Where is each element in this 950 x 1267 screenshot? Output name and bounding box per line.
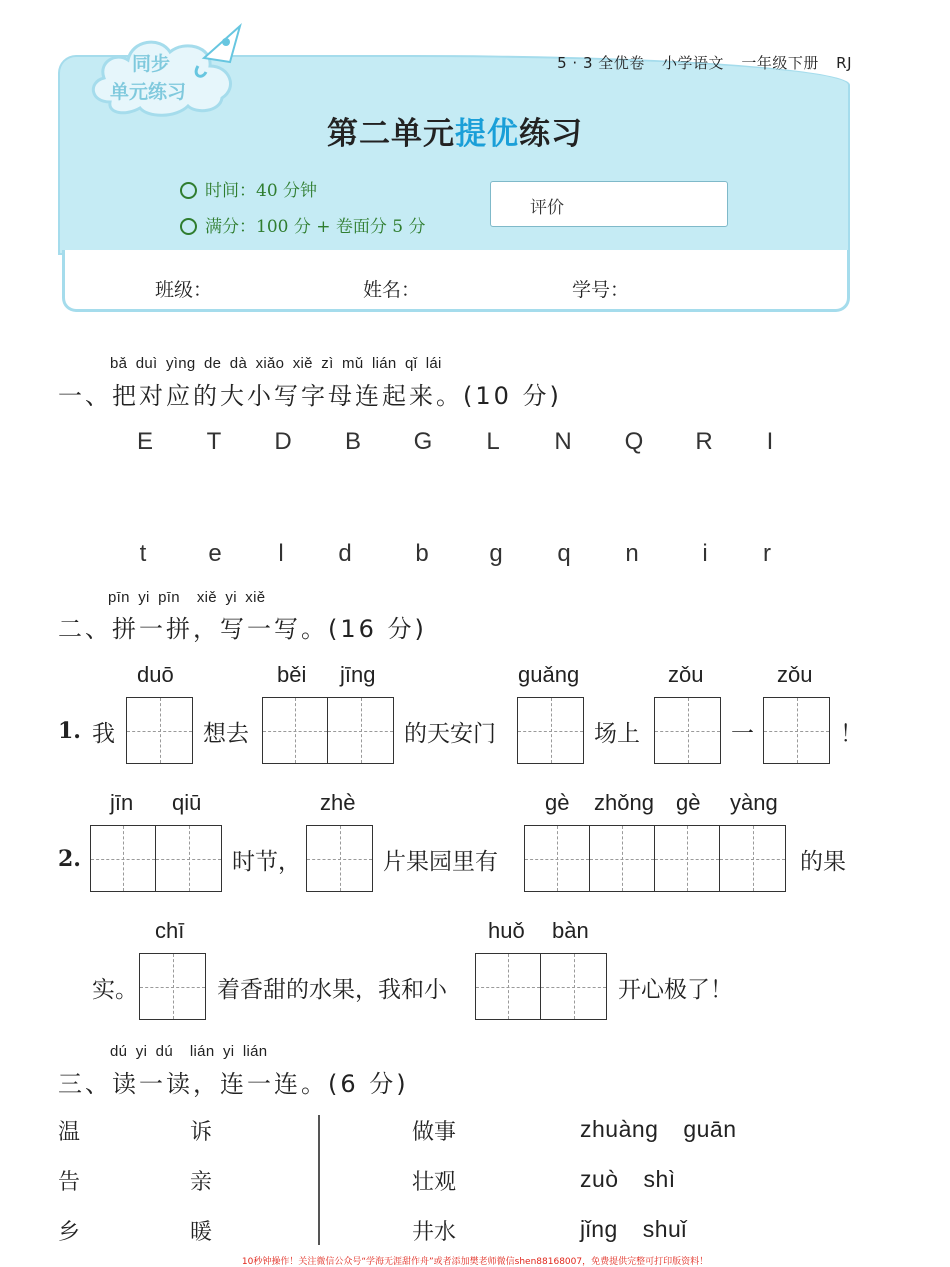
edition: RJ: [836, 54, 852, 72]
writing-grid[interactable]: [262, 697, 394, 764]
uppercase-letter[interactable]: G: [413, 428, 433, 455]
writing-grid[interactable]: [306, 825, 373, 892]
uppercase-letter[interactable]: B: [344, 428, 361, 455]
section1-pinyin: bǎ duì yìng de dà xiǎo xiě zì mǔ lián qǐ lái: [110, 355, 442, 372]
uppercase-letter[interactable]: L: [486, 428, 500, 455]
sentence-text: 我: [92, 721, 115, 747]
writing-grid[interactable]: [139, 953, 206, 1020]
lowercase-letter[interactable]: b: [415, 540, 429, 567]
pinyin-hint: zhǒng: [594, 790, 654, 815]
word-pinyin[interactable]: jǐng shuǐ: [580, 1216, 687, 1242]
grade: 一年级下册: [741, 54, 819, 72]
pinyin-hint: zhè: [320, 790, 356, 815]
word-item[interactable]: 做事: [412, 1120, 457, 1145]
sentence-text: ！: [840, 721, 863, 747]
pinyin-hint: qiū: [172, 790, 202, 815]
badge-cloud-icon: [80, 22, 250, 122]
pinyin-hint: gè: [545, 790, 570, 815]
word-pinyin[interactable]: zuò shì: [580, 1166, 676, 1192]
pinyin-hint: zǒu: [777, 662, 813, 687]
name-label: 姓名：: [363, 279, 421, 301]
series-name: 5 · 3 全优卷: [557, 54, 645, 72]
sentence-text: 一: [731, 721, 754, 747]
writing-grid[interactable]: [517, 697, 584, 764]
lowercase-letter[interactable]: i: [702, 540, 708, 567]
pinyin-hint: gè: [676, 790, 701, 815]
series-bar: [545, 52, 852, 73]
char-left[interactable]: 温: [58, 1120, 81, 1145]
pinyin-hint: zǒu: [668, 662, 704, 687]
lowercase-letter[interactable]: r: [763, 540, 771, 567]
char-left[interactable]: 告: [58, 1170, 81, 1195]
sentence-text: 片果园里有: [383, 849, 498, 875]
writing-grid[interactable]: [126, 697, 193, 764]
sentence-text: 的果: [800, 849, 846, 875]
sentence-text: 的天安门: [404, 721, 496, 747]
rating-box[interactable]: [490, 181, 728, 227]
full-score: 满分：100 分 + 卷面分 5 分: [180, 212, 426, 237]
section1-title: 一、把对应的大小写字母连起来。(10 分): [58, 382, 562, 410]
section3-pinyin: dú yi dú lián yi lián: [110, 1043, 268, 1060]
section2-pinyin: pīn yi pīn xiě yi xiě: [108, 589, 266, 606]
word-pinyin[interactable]: zhuàng guān: [580, 1116, 737, 1142]
writing-grid[interactable]: [763, 697, 830, 764]
question-number: 2.: [58, 846, 81, 872]
lowercase-letter[interactable]: n: [625, 540, 639, 567]
lowercase-letter[interactable]: d: [338, 540, 352, 567]
pinyin-hint: duō: [137, 662, 174, 687]
uppercase-letter[interactable]: T: [206, 428, 222, 455]
time-limit: 时间：40 分钟: [180, 176, 317, 201]
title-highlight: 提优: [455, 116, 519, 152]
uppercase-letter[interactable]: R: [695, 428, 713, 455]
uppercase-letter[interactable]: N: [554, 428, 572, 455]
subject: 小学语文: [662, 54, 725, 72]
char-right[interactable]: 亲: [190, 1170, 213, 1195]
writing-grid[interactable]: [475, 953, 607, 1020]
pinyin-hint: huǒ: [488, 918, 525, 943]
pinyin-hint: guǎng: [518, 662, 580, 687]
pinyin-hint: běi: [277, 662, 307, 687]
clock-icon: [180, 182, 197, 199]
rating-label: 评价: [530, 198, 564, 218]
writing-grid[interactable]: [654, 697, 721, 764]
char-right[interactable]: 暖: [190, 1220, 213, 1245]
pinyin-hint: chī: [155, 918, 185, 943]
word-item[interactable]: 壮观: [412, 1170, 457, 1195]
pinyin-hint: bàn: [552, 918, 589, 943]
lowercase-letter[interactable]: l: [278, 540, 284, 567]
char-left[interactable]: 乡: [58, 1220, 81, 1245]
pinyin-hint: yàng: [730, 790, 778, 815]
sentence-text: 实。: [92, 977, 138, 1003]
lowercase-letter[interactable]: t: [139, 540, 147, 567]
writing-grid[interactable]: [524, 825, 786, 892]
writing-grid[interactable]: [90, 825, 222, 892]
class-label: 班级：: [155, 279, 213, 301]
sentence-text: 着香甜的水果，我和小: [217, 977, 447, 1003]
word-item[interactable]: 井水: [412, 1220, 457, 1245]
footer-notice: 10秒钟操作！关注微信公众号“学海无涯甜作舟”或者添加樊老师微信shen88168007，免费提供完整可打印版资料！: [241, 1257, 709, 1267]
lowercase-letter[interactable]: q: [557, 540, 571, 567]
pinyin-hint: jīng: [340, 662, 376, 687]
uppercase-letter[interactable]: I: [766, 428, 774, 455]
uppercase-letter[interactable]: D: [274, 428, 292, 455]
section2-title: 二、拼一拼，写一写。(16 分): [58, 615, 427, 643]
sentence-text: 时节，: [232, 849, 301, 875]
lowercase-letter[interactable]: e: [208, 540, 222, 567]
question-number: 1.: [58, 718, 81, 744]
lowercase-letter[interactable]: g: [489, 540, 503, 567]
sentence-text: 开心极了！: [618, 977, 733, 1003]
uppercase-letter[interactable]: Q: [624, 428, 644, 455]
pinyin-hint: jīn: [110, 790, 134, 815]
sentence-text: 场上: [594, 721, 640, 747]
page-title: 第二单元提优练习: [327, 116, 583, 152]
column-divider: [318, 1115, 320, 1245]
char-right[interactable]: 诉: [190, 1120, 213, 1145]
check-circle-icon: [180, 218, 197, 235]
badge-line-1: 同步: [132, 53, 171, 75]
sentence-text: 想去: [203, 721, 249, 747]
section3-title: 三、读一读，连一连。(6 分): [58, 1070, 409, 1098]
badge-line-2: 单元练习: [110, 81, 187, 103]
student-id-label: 学号：: [572, 279, 630, 301]
uppercase-letter[interactable]: E: [136, 428, 153, 455]
